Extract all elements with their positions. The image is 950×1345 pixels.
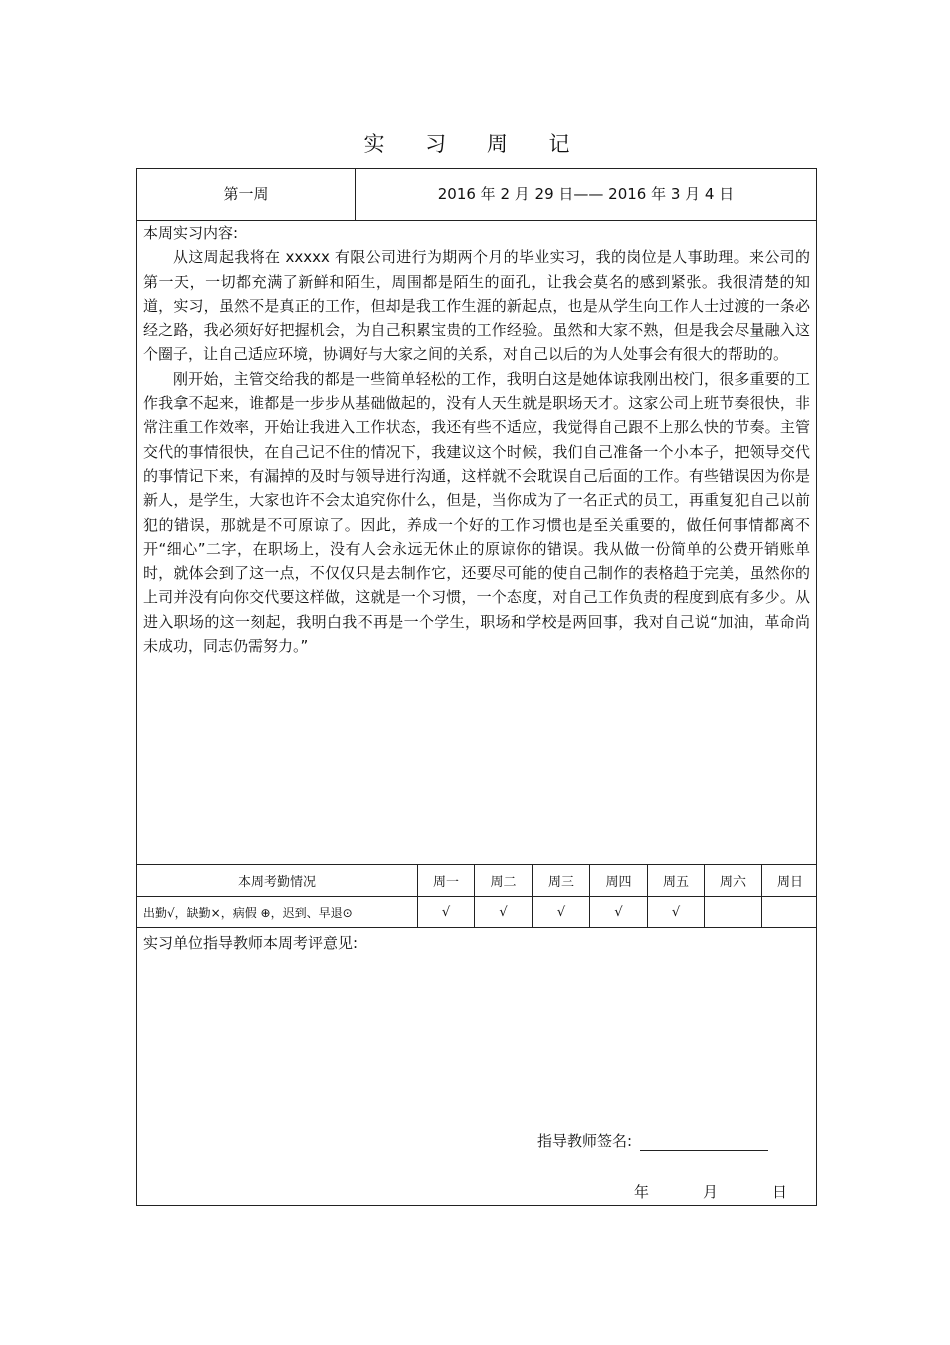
- day-header: 周三: [532, 865, 589, 896]
- review-label: 实习单位指导教师本周考评意见:: [143, 934, 359, 952]
- week-row: [137, 169, 816, 221]
- attendance-mark: √: [474, 897, 532, 927]
- page-title: 实 习 周 记: [363, 132, 587, 156]
- date-day: 日: [772, 1183, 788, 1201]
- attendance-table: [137, 864, 816, 927]
- attendance-marks-row: [137, 896, 816, 927]
- attendance-mark: [761, 897, 818, 927]
- day-header: 周四: [589, 865, 647, 896]
- weekly-journal-form: [136, 168, 817, 1206]
- attendance-mark: √: [417, 897, 474, 927]
- signature-line[interactable]: [640, 1132, 768, 1151]
- signature-label: 指导教师签名:: [537, 1132, 633, 1150]
- attendance-mark: √: [532, 897, 589, 927]
- day-header: 周二: [474, 865, 532, 896]
- attendance-mark: [704, 897, 761, 927]
- day-header: 周日: [761, 865, 818, 896]
- date-month: 月: [703, 1183, 719, 1201]
- week-date-range: 2016 年 2 月 29 日—— 2016 年 3 月 4 日: [437, 185, 735, 203]
- day-header: 周一: [417, 865, 474, 896]
- date-year: 年: [634, 1183, 650, 1201]
- week-label: 第一周: [137, 169, 356, 220]
- day-header: 周六: [704, 865, 761, 896]
- teacher-review-section: [137, 927, 816, 1208]
- internship-content: [143, 221, 810, 863]
- content-paragraph: 从这周起我将在 xxxxx 有限公司进行为期两个月的毕业实习，我的岗位是人事助理。来公司的第一天，一切都充满了新鲜和陌生，周围都是陌生的面孔，让我会莫名的感到紧张。我很清楚的知道，实习，虽然不是真正的工作，但却是我工作生涯的新起点，也是从学生向工作人士过渡的一条必经之路，我必须好好把握机会，为自己积累宝贵的工作经验。虽然和大家不熟，但是我会尽量融入这个圈子，让自己适应环境，协调好与大家之间的关系，对自己以后的为人处事会有很大的帮助的。: [143, 248, 810, 364]
- attendance-legend: 出勤√，缺勤×，病假 ⊕，迟到、早退⊙: [143, 905, 353, 920]
- attendance-mark: √: [589, 897, 647, 927]
- attendance-label: 本周考勤情况: [237, 875, 316, 890]
- attendance-header-row: [137, 864, 816, 896]
- content-heading: 本周实习内容:: [143, 224, 239, 242]
- attendance-mark: √: [647, 897, 704, 927]
- signature-area: [537, 1130, 768, 1151]
- content-paragraph: 刚开始，主管交给我的都是一些简单轻松的工作，我明白这是她体谅我刚出校门，很多重要的工作我拿不起来，谁都是一步步从基础做起的，没有人天生就是职场天才。这家公司上班节奏很快，非常注重工作效率，开始让我进入工作状态，我还有些不适应，我觉得自己跟不上那么快的节奏。主管交代的事情很快，在自己记不住的情况下，我建议这个时候，我们自己准备一个小本子，把领导交代的事情记下来，有漏掉的及时与领导进行沟通，这样就不会耽误自己后面的工作。有些错误因为你是新人，是学生，大家也许不会太追究你什么，但是，当你成为了一名正式的员工，再重复犯自己以前犯的错误，那就是不可原谅了。因此，养成一个好的工作习惯也是至关重要的，做任何事情都离不开“细心”二字，在职场上，没有人会永远无休止的原谅你的错误。我从做一份简单的公费开销账单时，就体会到了这一点，不仅仅只是去制作它，还要尽可能的使自己制作的表格趋于完美，虽然你的上司并没有向你交代要这样做，这就是一个习惯，一个态度，对自己工作负责的程度到底有多少。从进入职场的这一刻起，我明白我不再是一个学生，职场和学校是两回事，我对自己说“加油，革命尚未成功，同志仍需努力。”: [143, 369, 810, 656]
- day-header: 周五: [647, 865, 704, 896]
